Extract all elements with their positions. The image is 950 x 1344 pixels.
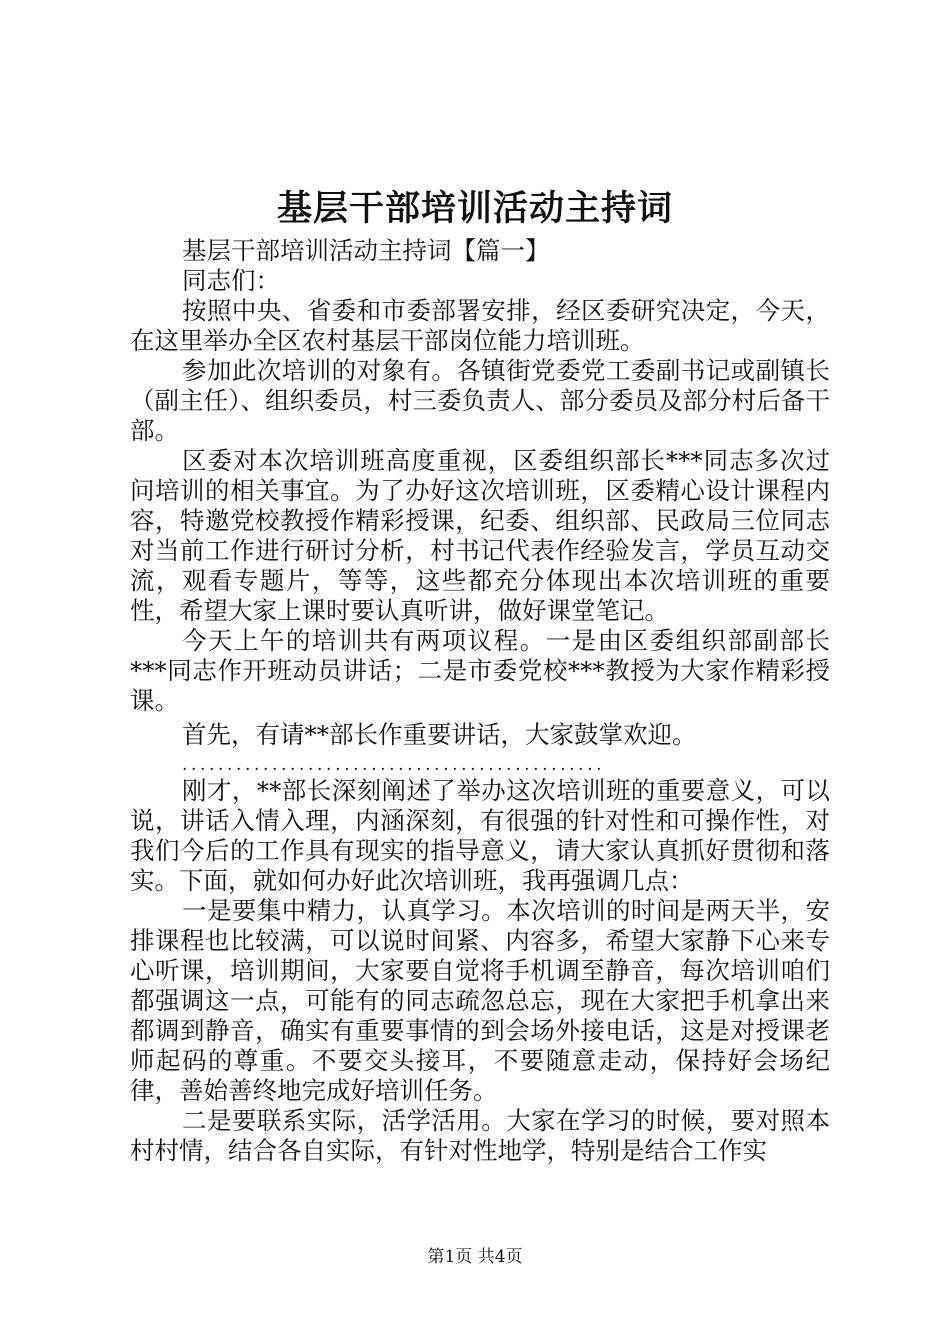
paragraph: 按照中央、省委和市委部署安排，经区委研究决定，今天，在这里举办全区农村基层干部岗位能力培训班。 xyxy=(130,296,830,355)
section-heading: 基层干部培训活动主持词【篇一】 xyxy=(182,236,550,265)
paragraph: 区委对本次培训班高度重视，区委组织部长***同志多次过问培训的相关事宜。为了办好这次培训班，区委精心设计课程内容，特邀党校教授作精彩授课，纪委、组织部、民政局三位同志对当前工作进行研讨分析，村书记代表作经验发言，学员互动交流，观看专题片，等等，这些都充分体现出本次培训班的重要性，希望大家上课时要认真听讲，做好课堂笔记。 xyxy=(130,446,830,625)
document-body xyxy=(130,236,830,1166)
salutation: 同志们： xyxy=(182,266,280,295)
document-title: 基层干部培训活动主持词 xyxy=(276,188,673,229)
paragraph: 今天上午的培训共有两项议程。一是由区委组织部副部长***同志作开班动员讲话；二是市委党校***教授为大家作精彩授课。 xyxy=(130,626,830,715)
paragraph: 首先，有请**部长作重要讲话，大家鼓掌欢迎。 xyxy=(182,720,697,749)
paragraph: 二是要联系实际，活学活用。大家在学习的时候，要对照本村村情，结合各自实际，有针对性地学，特别是结合工作实 xyxy=(130,1106,830,1165)
paragraph: 一是要集中精力，认真学习。本次培训的时间是两天半，安排课程也比较满，可以说时间紧、内容多，希望大家静下心来专心听课，培训期间，大家要自觉将手机调至静音，每次培训咱们都强调这一点，可能有的同志疏忽总忘，现在大家把手机拿出来都调到静音，确实有重要事情的到会场外接电话，这是对授课老师起码的尊重。不要交头接耳，不要随意走动，保持好会场纪律，善始善终地完成好培训任务。 xyxy=(130,896,830,1105)
dotted-separator: ............................................... xyxy=(182,755,606,775)
paragraph: 刚才，**部长深刻阐述了举办这次培训班的重要意义，可以说，讲话入情入理，内涵深刻，有很强的针对性和可操作性，对我们今后的工作具有现实的指导意义，请大家认真抓好贯彻和落实。下面，就如何办好此次培训班，我再强调几点： xyxy=(130,776,830,895)
paragraph: 参加此次培训的对象有。各镇街党委党工委副书记或副镇长（副主任）、组织委员，村三委负责人、部分委员及部分村后备干部。 xyxy=(130,356,830,445)
page-number-footer: 第1页 共4页 xyxy=(427,1247,523,1267)
